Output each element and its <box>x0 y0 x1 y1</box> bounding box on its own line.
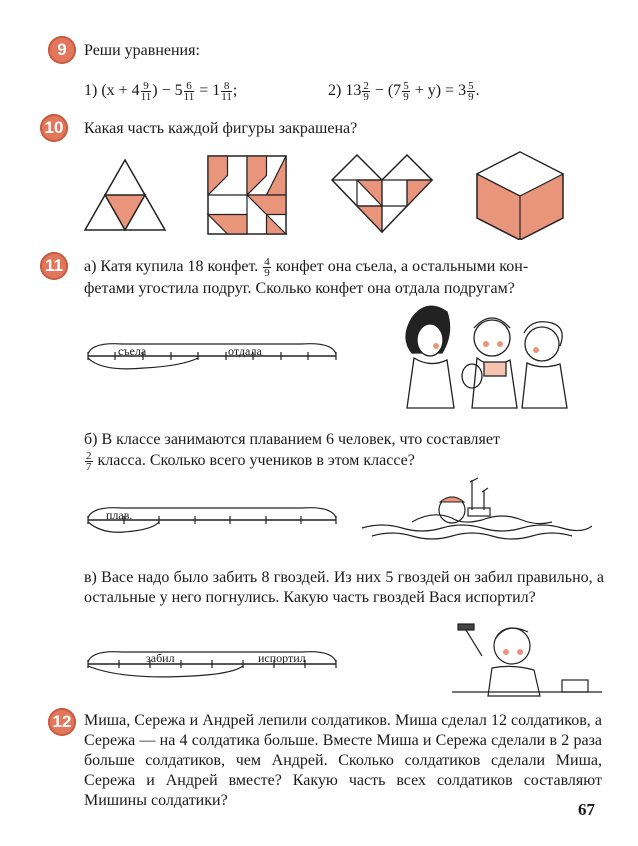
task9-instruction: Реши уравнения: <box>84 42 200 59</box>
hexagon-figure <box>477 152 563 240</box>
task-number-badge: 11 <box>40 252 68 280</box>
bar-label-hammered: забил <box>146 651 175 665</box>
boy-with-hammer-illustration <box>452 618 602 698</box>
task-number-badge: 12 <box>48 708 76 736</box>
bar-label-spoiled: испортил <box>258 651 306 665</box>
segment-diagram-a <box>82 338 342 378</box>
task11a-line2: фетами угостила подруг. Сколько конфет она отдала подругам? <box>84 280 515 297</box>
task11a-line1: а) Катя купила 18 конфет. $\frac{4}{9}$ конфет она съела, а остальными кон- <box>84 255 529 279</box>
equation-2: 2) 13 $\frac{2}{9}$ − (7 $\frac{5}{9}$ + y) = 3 $\frac{5}{9}$ . <box>328 79 480 103</box>
task11b-line1: б) В классе занимаются плаванием 6 человек, что составляет <box>84 431 500 448</box>
task12-text: Миша, Сережа и Андрей лепили солдатиков. Миша сделал 12 солдатиков, а Сережа — на 4 солдатика больше. Вместе Миша и Сережа сделали в 2 раза больше солдатиков, чем Андрей. Сколько солдатиков сделали Миша, Сережа и Андрей вместе? Какую часть всех солдатиков составляют Мишины солдатики? <box>84 712 602 809</box>
task-number-badge: 10 <box>40 114 68 142</box>
square-figure <box>208 156 286 234</box>
task11c-text: в) Васе надо было забить 8 гвоздей. Из них 5 гвоздей он забил правильно, а остальные у него погнулись. Какую часть гвоздей Вася испортил? <box>84 569 604 606</box>
bar-label-gave: отдала <box>228 344 262 358</box>
heart-figure <box>332 155 432 232</box>
task10-question: Какая часть каждой фигуры закрашена? <box>84 120 358 137</box>
equation-1: 1) (x + 4 $\frac{9}{11}$ ) − 5 $\frac{6}{11}$ = 1 $\frac{8}{11}$ ; <box>84 79 238 103</box>
segment-diagram-b <box>82 500 342 540</box>
task11b-line2: $\frac{2}{7}$ класса. Сколько всего учеников в этом классе? <box>86 449 415 473</box>
task-number-badge: 9 <box>48 36 76 64</box>
swimmer-illustration <box>352 470 592 550</box>
bar-label-swim: плав. <box>106 508 133 522</box>
segment-diagram-c <box>82 644 342 684</box>
page-number: 67 <box>578 800 595 819</box>
children-illustration <box>392 298 587 410</box>
shaded-figures <box>70 150 600 240</box>
bar-label-ate: съела <box>118 344 147 358</box>
triangle-figure <box>85 160 165 230</box>
